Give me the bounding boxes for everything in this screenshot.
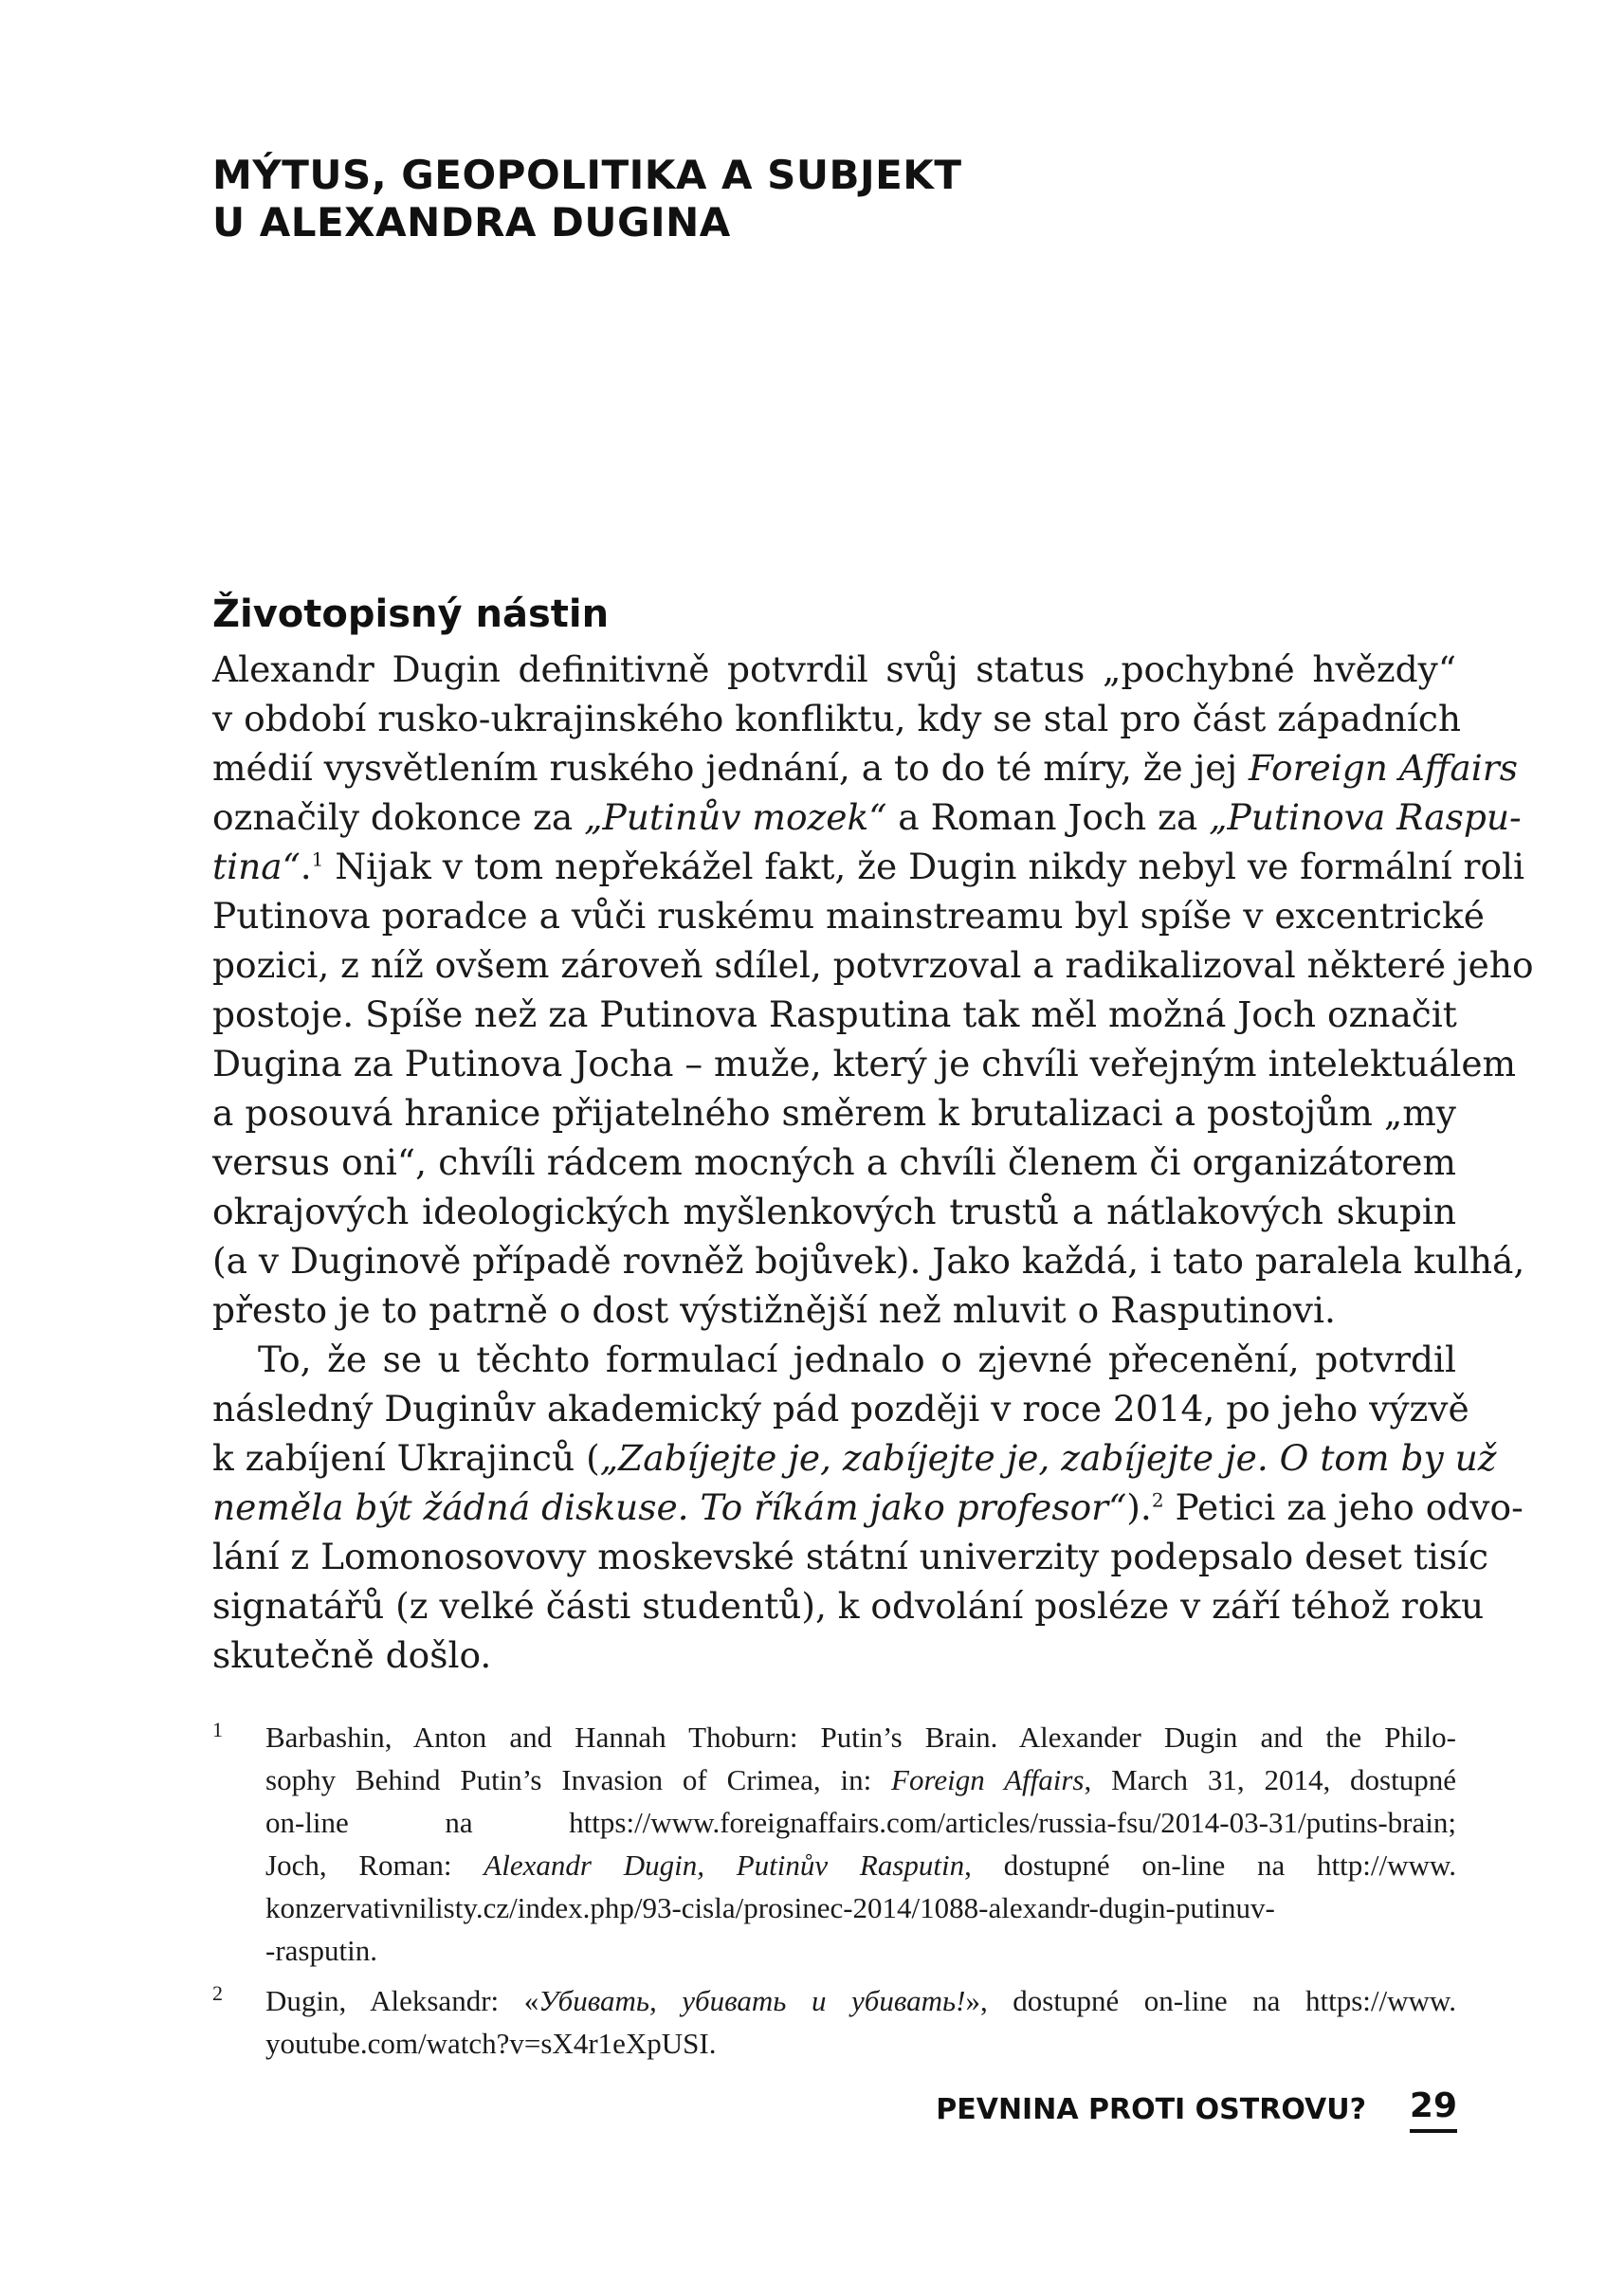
text-line: To, že se u těchto formulací jednalo o zjevné přecenění, potvrdil — [258, 1339, 1456, 1380]
text-line: (a v Duginově případě rovněž bojůvek). Jako každá, i tato paralela kulhá, — [212, 1240, 1525, 1282]
footnote-line: Barbashin, Anton and Hannah Thoburn: Putin’s Brain. Alexander Dugin and the Philo- — [265, 1721, 1456, 1754]
page-number: 29 — [1410, 2084, 1457, 2133]
text-line: označily dokonce za „Putinův mozek“ a Roman Joch za „Putinova Raspu- — [212, 796, 1522, 838]
footnote-ref-2: 2 — [1151, 1488, 1164, 1512]
text-line: následný Duginův akademický pád později v roce 2014, po jeho výzvě — [212, 1388, 1469, 1430]
chapter-title — [212, 152, 1445, 246]
text-line: médií vysvětlením ruského jednání, a to do té míry, že jej Foreign Affairs — [212, 747, 1518, 789]
footnote-line: Dugin, Aleksandr: «Убивать, убивать и убивать!», dostupné on-line na https://www. — [265, 1984, 1457, 2017]
footnote-number: 2 — [212, 1981, 223, 2005]
footnote-line: on-line na https://www.foreignaffairs.com/articles/russia-fsu/2014-03-31/putins-brain; — [265, 1806, 1456, 1839]
text-line: okrajových ideologických myšlenkových trustů a nátlakových skupin — [212, 1191, 1456, 1232]
text-line: Dugina za Putinova Jocha – muže, který je chvíli veřejným intelektuálem — [212, 1043, 1517, 1084]
text-line: lání z Lomonosovovy moskevské státní univerzity podepsalo deset tisíc — [212, 1536, 1489, 1577]
text-line: k zabíjení Ukrajinců („Zabíjejte je, zabíjejte je, zabíjejte je. O tom by už — [212, 1437, 1497, 1479]
text-line: v období rusko-ukrajinského konfliktu, kdy se stal pro část západních — [212, 698, 1462, 739]
text-line: Putinova poradce a vůči ruskému mainstreamu byl spíše v excentrické — [212, 895, 1485, 937]
footnote-1 — [212, 1716, 1456, 1972]
running-footer — [936, 2091, 1366, 2129]
running-title: PEVNINA PROTI OSTROVU? — [936, 2093, 1366, 2126]
text-line: přesto je to patrně o dost výstižnější než mluvit o Rasputinovi. — [212, 1289, 1336, 1331]
italic-quote: „Zabíjejte je, zabíjejte je, zabíjejte je. O tom by už — [599, 1437, 1497, 1479]
chapter-title-line-2: U ALEXANDRA DUGINA — [212, 199, 731, 246]
footnotes — [212, 1716, 1456, 2065]
text-line: neměla být žádná diskuse. To říkám jako profesor“).$^2$ Petici za jeho odvo- — [212, 1486, 1524, 1528]
text-line: skutečně došlo. — [212, 1634, 492, 1676]
text-line: tina“.$^1$ Nijak v tom nepřekážel fakt, že Dugin nikdy nebyl ve formální roli — [212, 846, 1525, 887]
text-line: a posouvá hranice přijatelného směrem k brutalizaci a postojům „my — [212, 1092, 1456, 1134]
body-text — [212, 645, 1534, 1680]
footnote-line: youtube.com/watch?v=sX4r1eXpUSI. — [265, 2027, 717, 2060]
chapter-title-line-1: MÝTUS, GEOPOLITIKA A SUBJEKT — [212, 152, 962, 198]
footnote-ref-1: 1 — [311, 847, 324, 871]
text-line: Alexandr Dugin definitivně potvrdil svůj status „pochybné hvězdy“ — [212, 648, 1456, 690]
footnote-line: Joch, Roman: Alexandr Dugin, Putinův Rasputin, dostupné on-line na http://www. — [265, 1849, 1456, 1882]
italic-title: Foreign Affairs — [1249, 747, 1518, 789]
footnote-line: konzervativnilisty.cz/index.php/93-cisla/prosinec-2014/1088-alexandr-dugin-putinuv- — [265, 1891, 1275, 1924]
footnote-2 — [212, 1979, 1456, 2065]
text-line: pozici, z níž ovšem zároveň sdílel, potvrzoval a radikalizoval některé jeho — [212, 944, 1534, 986]
paragraph-2 — [212, 1335, 1524, 1680]
footnote-number: 1 — [212, 1718, 223, 1741]
text-line: versus oni“, chvíli rádcem mocných a chvíli členem či organizátorem — [212, 1141, 1456, 1183]
paragraph-1 — [212, 645, 1534, 1335]
section-heading: Životopisný nástin — [212, 592, 610, 636]
text-line: postoje. Spíše než za Putinova Rasputina tak měl možná Joch označit — [212, 993, 1457, 1035]
footnote-line: sophy Behind Putin’s Invasion of Crimea, in: Foreign Affairs, March 31, 2014, dostupné — [265, 1763, 1456, 1796]
text-line: signatářů (z velké části studentů), k odvolání posléze v září téhož roku — [212, 1585, 1485, 1627]
footnote-line: -rasputin. — [265, 1934, 377, 1967]
